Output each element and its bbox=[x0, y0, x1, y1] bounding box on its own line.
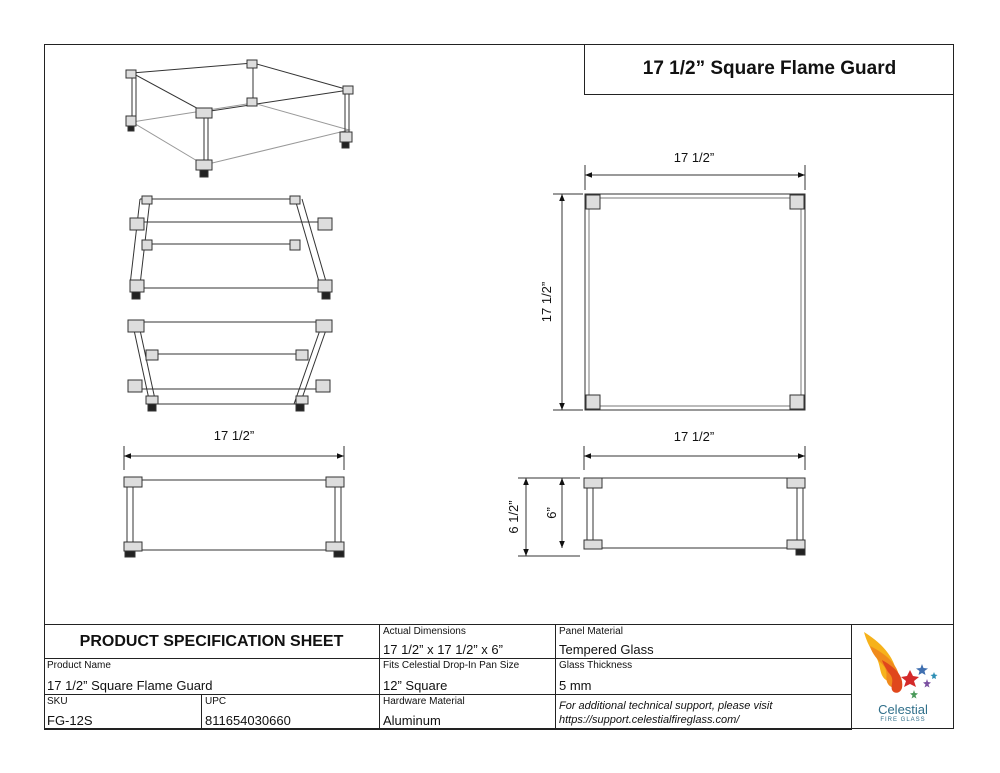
side-elevation-view bbox=[518, 446, 805, 556]
spec-table bbox=[44, 624, 954, 729]
upc-value: 811654030660 bbox=[205, 713, 291, 728]
glass-thickness-value: 5 mm bbox=[559, 678, 592, 693]
product-name-label: Product Name bbox=[47, 660, 111, 671]
panel-material-value: Tempered Glass bbox=[559, 642, 654, 657]
actual-dimensions-value: 17 1/2” x 17 1/2” x 6” bbox=[383, 642, 503, 657]
side-width-label: 17 1/2” bbox=[673, 429, 715, 444]
hardware-label: Hardware Material bbox=[383, 696, 465, 707]
fits-value: 12” Square bbox=[383, 678, 448, 693]
isometric-view bbox=[126, 60, 353, 177]
side-view-upper bbox=[130, 196, 332, 299]
hardware-value: Aluminum bbox=[383, 713, 441, 728]
top-view bbox=[553, 165, 805, 410]
sku-label: SKU bbox=[47, 696, 68, 707]
hardware-cell bbox=[380, 695, 556, 730]
page-title: 17 1/2” Square Flame Guard bbox=[584, 44, 954, 95]
sku-cell bbox=[44, 695, 202, 730]
panel-material-label: Panel Material bbox=[559, 626, 623, 637]
actual-dimensions-cell bbox=[380, 625, 556, 659]
logo-subtitle: FIRE GLASS bbox=[880, 717, 926, 723]
top-depth-label: 17 1/2” bbox=[539, 281, 554, 323]
upc-label: UPC bbox=[205, 696, 227, 707]
front-width-label: 17 1/2” bbox=[213, 428, 255, 443]
product-name-cell bbox=[44, 659, 380, 695]
support-cell bbox=[556, 695, 852, 730]
glass-thickness-cell bbox=[556, 659, 852, 695]
fits-label: Fits Celestial Drop-In Pan Size bbox=[383, 660, 520, 671]
celestial-logo bbox=[852, 624, 954, 729]
top-width-label: 17 1/2” bbox=[673, 150, 715, 165]
upc-cell bbox=[202, 695, 380, 730]
glass-thickness-label: Glass Thickness bbox=[559, 660, 633, 671]
support-text: For additional technical support, please visit bbox=[559, 700, 773, 712]
support-link[interactable]: https://support.celestialfireglass.com/ bbox=[559, 714, 740, 726]
flame-star-icon bbox=[852, 624, 954, 704]
side-height-inner-label: 6” bbox=[544, 507, 559, 519]
product-name-value: 17 1/2” Square Flame Guard bbox=[47, 678, 213, 693]
actual-dimensions-label: Actual Dimensions bbox=[383, 626, 466, 637]
panel-material-cell bbox=[556, 625, 852, 659]
side-height-outer-label: 6 1/2” bbox=[506, 500, 521, 534]
logo-name: Celestial bbox=[878, 702, 928, 717]
side-view-lower bbox=[128, 320, 332, 411]
fits-cell bbox=[380, 659, 556, 695]
sku-value: FG-12S bbox=[47, 713, 93, 728]
front-view bbox=[124, 446, 344, 557]
spec-heading: PRODUCT SPECIFICATION SHEET bbox=[44, 625, 380, 659]
